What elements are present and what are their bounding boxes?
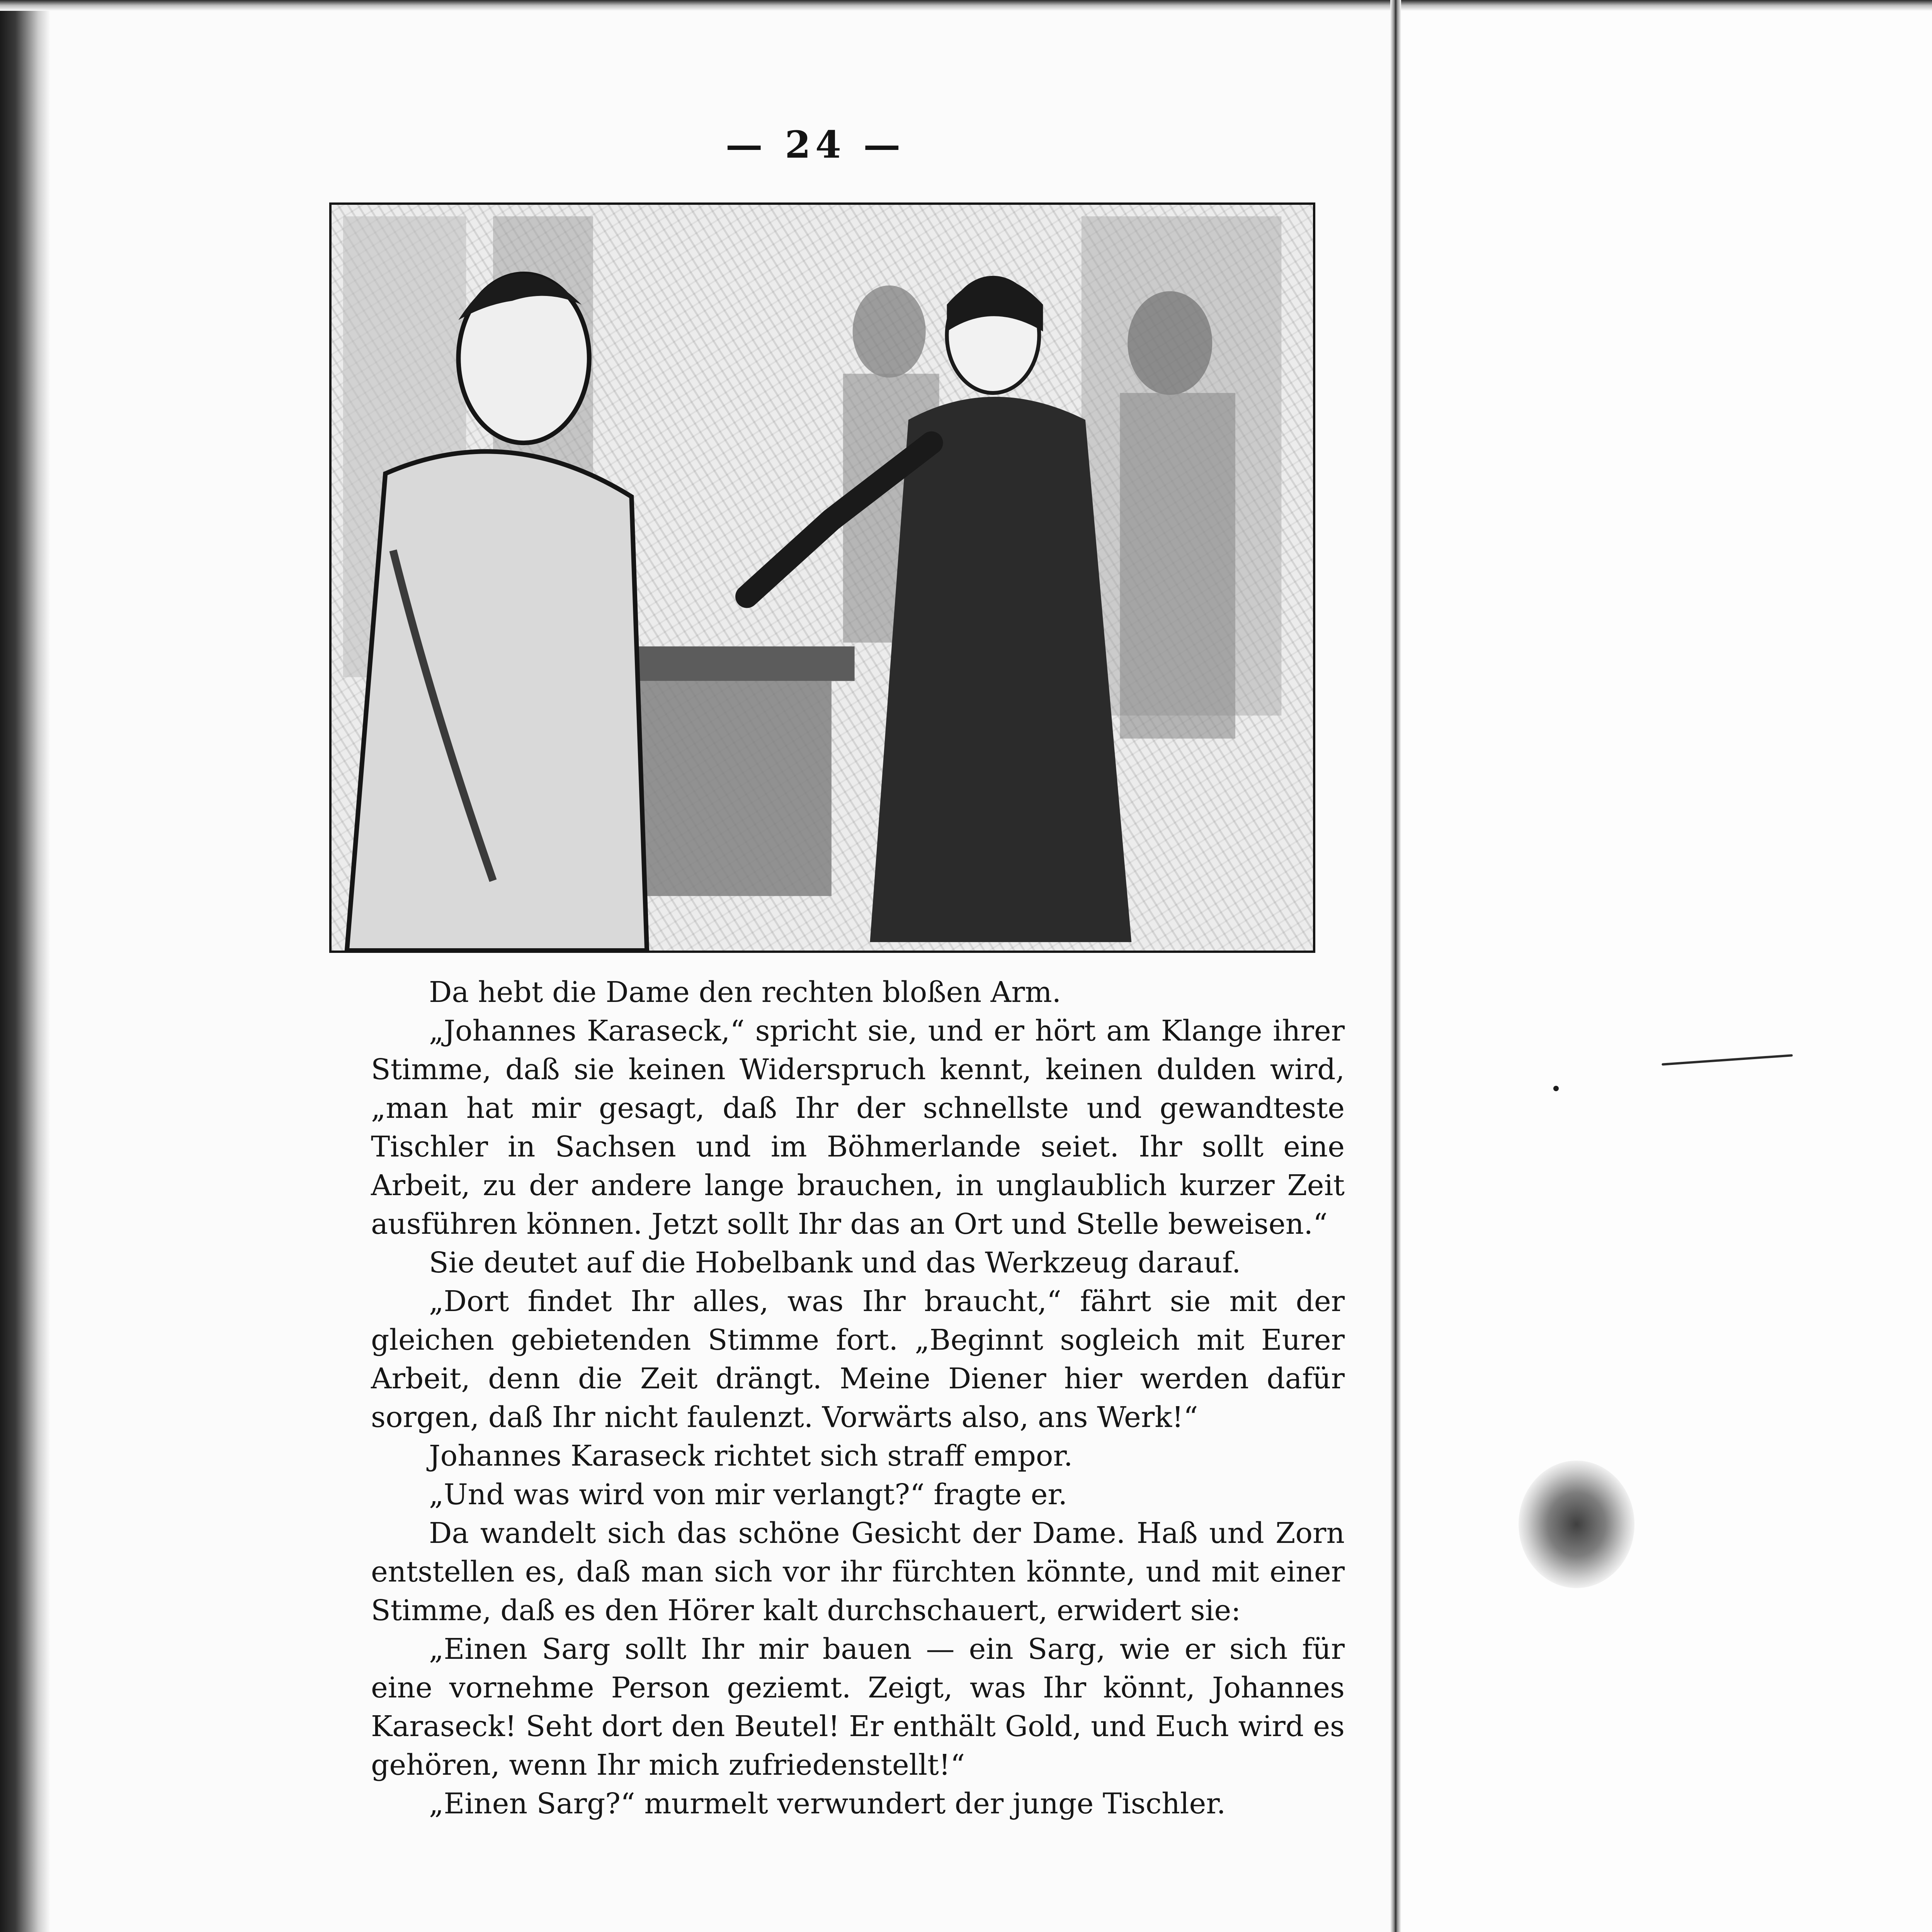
paragraph: Johannes Karaseck richtet sich straff empor. xyxy=(429,1439,1073,1473)
right-page-blank xyxy=(1401,11,1932,1932)
paragraph: Sie deutet auf die Hobelbank und das Werkzeug darauf. xyxy=(429,1246,1241,1279)
paragraph: „Und was wird von mir verlangt?“ fragte er. xyxy=(429,1478,1068,1511)
book-gutter xyxy=(1390,0,1401,1932)
page-top-edge xyxy=(0,0,1932,11)
left-page xyxy=(50,11,1390,1932)
story-text xyxy=(371,973,1345,1823)
ink-smudge xyxy=(1519,1461,1634,1588)
paragraph: „Dort findet Ihr alles, was Ihr braucht,“ fährt sie mit der gleichen gebietenden Stimme fort. „Beginnt sogleich mit Eurer Arbeit, denn die Zeit drängt. Meine Diener hier werden dafür sorgen, daß Ihr nicht faulenzt. Vorwärts also, ans Werk!“ xyxy=(371,1285,1345,1434)
paragraph: Da hebt die Dame den rechten bloßen Arm. xyxy=(429,976,1061,1009)
paragraph: „Einen Sarg sollt Ihr mir bauen — ein Sarg, wie er sich für eine vornehme Person geziemt. Zeigt, was Ihr könnt, Johannes Karaseck! Seht dort den Beutel! Er enthält Gold, und Euch wird es gehören, wenn Ihr mich zufriedenstellt!“ xyxy=(371,1633,1345,1782)
page-edge-shadow xyxy=(0,0,50,1932)
paragraph: „Einen Sarg?“ murmelt verwundert der junge Tischler. xyxy=(429,1787,1226,1820)
page-number: — 24 — xyxy=(725,123,905,167)
dust-speck xyxy=(1553,1086,1559,1091)
illustration-engraving xyxy=(329,202,1315,953)
engraving-lady-and-carpenter-icon xyxy=(332,205,1313,951)
paragraph: „Johannes Karaseck,“ spricht sie, und er hört am Klange ihrer Stimme, daß sie keinen Widerspruch kennt, keinen dulden wird, „man hat mir gesagt, daß Ihr der schnellste und gewandteste Tischler in Sachsen und im Böhmerlande seiet. Ihr sollt eine Arbeit, zu der andere lange brauchen, in unglaublich kurzer Zeit ausführen können. Jetzt sollt Ihr das an Ort und Stelle beweisen.“ xyxy=(371,1014,1345,1241)
paragraph: Da wandelt sich das schöne Gesicht der Dame. Haß und Zorn entstellen es, daß man sich vor ihr fürchten könnte, und mit einer Stimme, daß es den Hörer kalt durchschauert, erwidert sie: xyxy=(371,1517,1345,1627)
